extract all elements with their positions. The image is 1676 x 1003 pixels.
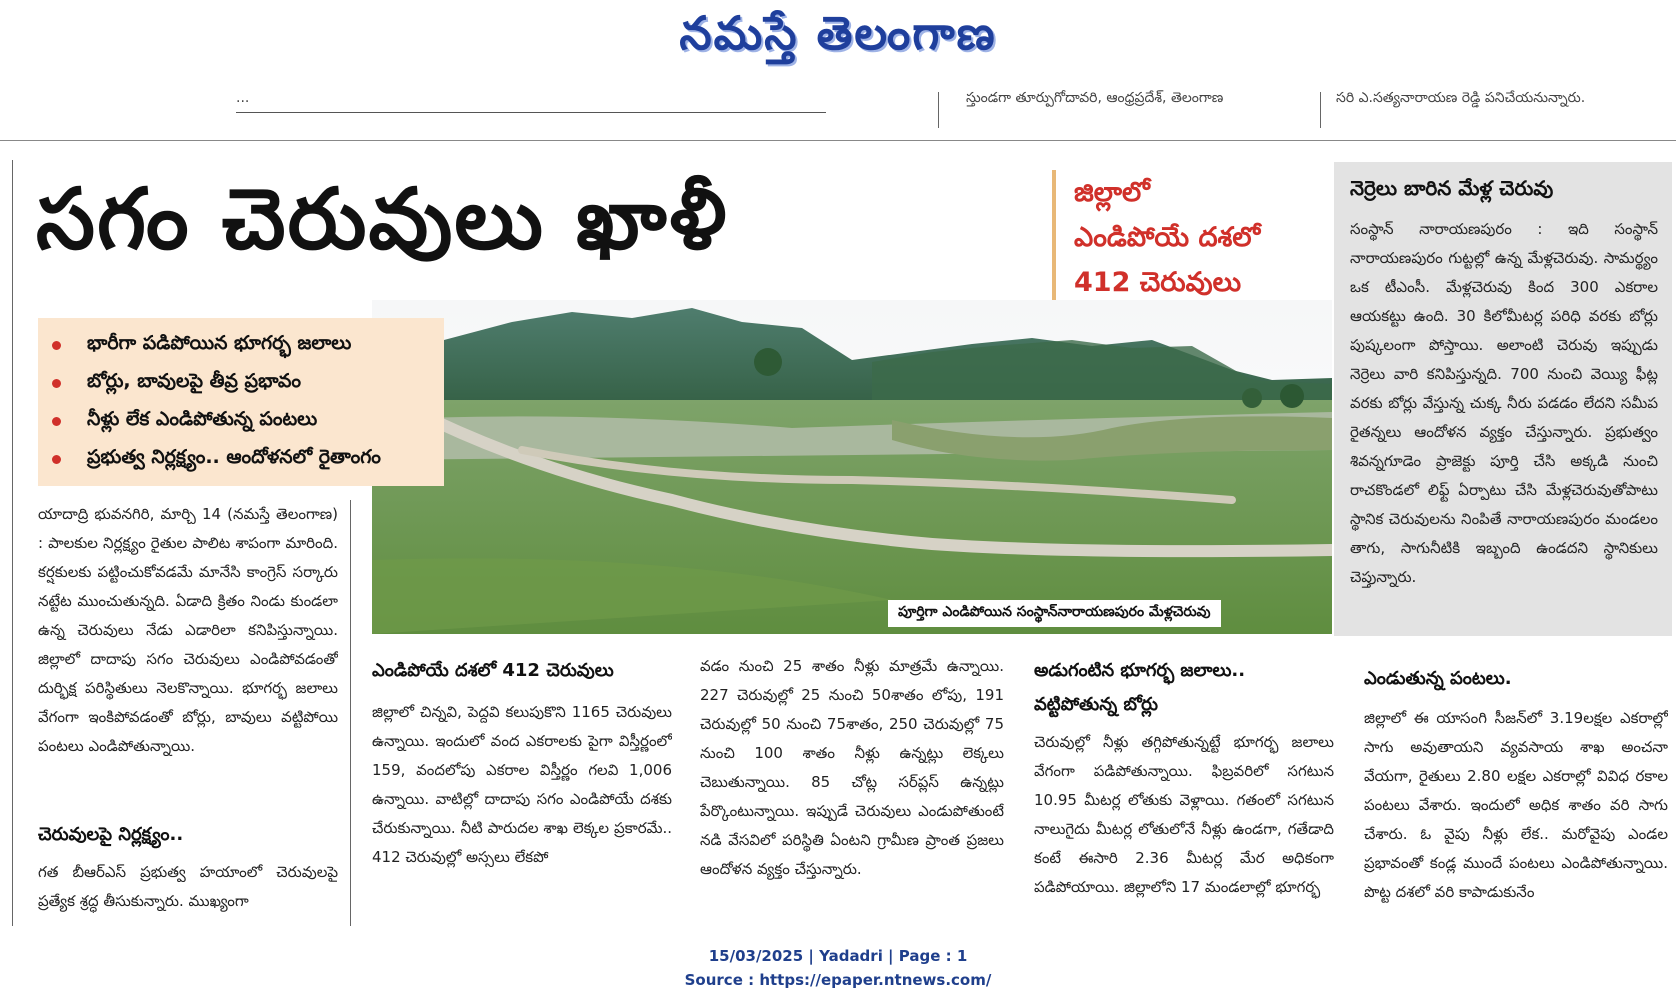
section-rule [0, 140, 1676, 141]
key-point-text: నీళ్లు లేక ఎండిపోతున్న పంటలు [87, 407, 318, 430]
boxed-story-heading: నెర్రెలు బారిన మేళ్ల చెరువు [1350, 176, 1554, 200]
highlight-line: 412 చెరువులు [1074, 267, 1242, 298]
lead-column-body: యాదాద్రి భువనగిరి, మార్చి 14 (నమస్తే తెలంగాణ) : పాలకుల నిర్లక్ష్యం రైతుల పాలిట శాపంగా మారింది. కర్షకులకు పట్టించుకోవడమే మానేసి కాంగ్రెస్ సర్కారు నట్టేట ముంచుతున్నది. ఏడాది క్రితం నిండు కుండలా ఉన్న చెరువులు నేడు ఎడారిలా కనిపిస్తున్నాయి. జిల్లాలో దాదాపు సగం చెరువులు ఎండిపోవడంతో దుర్భిక్ష పరిస్థితులు నెలకొన్నాయి. భూగర్భ జలాలు వేగంగా ఇంకిపోవడంతో బోర్లు, బావులు వట్టిపోయి పంటలు ఎండిపోతున్నాయి. [38, 505, 338, 755]
top-strip-right: సరి ఎ.సత్యనారాయణ రెడ్డి పనిచేయనున్నారు. [1336, 90, 1586, 106]
bullet-dot-icon [52, 341, 61, 350]
column5-subhead: ఎండుతున్న పంటలు. [1364, 668, 1512, 689]
column4-subhead-2: వట్టిపోతున్న బోర్లు [1034, 694, 1158, 715]
highlight-callout [1052, 170, 1364, 305]
highlight-line: ఎండిపోయే దశలో [1074, 222, 1261, 253]
column4-body: చెరువుల్లో నీళ్లు తగ్గిపోతున్నట్టే భూగర్భ జలాలు వేగంగా పడిపోతున్నాయి. ఫిబ్రవరిలో సగటున 10.95 మీటర్ల లోతుకు వెళ్లాయి. గతంలో సగటున నాలుగైదు మీటర్ల లోతులోనే నీళ్లు ఉండగా, గతేడాది కంటే ఈసారి 2.36 మీటర్ల మేర అధికంగా పడిపోయాయి. జిల్లాలోని 17 మండలాల్లో భూగర్భ [1034, 733, 1334, 896]
footer-date-edition: 15/03/2025 | Yadadri | Page : 1 [708, 947, 968, 965]
key-point [38, 402, 444, 440]
top-strip-middle: స్తుండగా తూర్పుగోదావరి, ఆంధ్రప్రదేశ్, తెలంగాణ [966, 90, 1224, 106]
headline: సగం చెరువులు ఖాళీ [36, 170, 729, 268]
key-point [38, 440, 444, 478]
lake-photo-illustration [372, 300, 1332, 634]
top-strip-rule [236, 112, 826, 113]
page-margin-rule [12, 160, 13, 926]
footer [0, 944, 1676, 992]
lead-column-subhead: చెరువులపై నిర్లక్ష్యం.. [38, 824, 184, 845]
bullet-dot-icon [52, 417, 61, 426]
bullet-dot-icon [52, 379, 61, 388]
key-point [38, 326, 444, 364]
column-divider [938, 92, 939, 128]
highlight-line: జిల్లాలో [1074, 177, 1150, 208]
column3-body: వడం నుంచి 25 శాతం నీళ్లు మాత్రమే ఉన్నాయి. 227 చెరువుల్లో 25 నుంచి 50శాతం లోపు, 191 చెరువుల్లో 50 నుంచి 75శాతం, 250 చెరువుల్లో 75 నుంచి 100 శాతం నీళ్లు ఉన్నట్లు లెక్కలు చెబుతున్నాయి. 85 చోట్ల సర్‌ప్లస్ ఉన్నట్లు పేర్కొంటున్నాయి. ఇప్పుడే చెరువులు ఎండుపోతుంటే నడి వేసవిలో పరిస్థితి ఏంటని గ్రామీణ ప్రాంత ప్రజలు ఆందోళన వ్యక్తం చేస్తున్నారు. [700, 657, 1004, 878]
footer-source: Source : https://epaper.ntnews.com/ [684, 971, 992, 989]
key-point-text: బోర్లు, బావులపై తీవ్ర ప్రభావం [87, 369, 301, 392]
column2-body: జిల్లాలో చిన్నవి, పెద్దవి కలుపుకొని 1165 చెరువులు ఉన్నాయి. ఇందులో వంద ఎకరాలకు పైగా విస్తీర్ణంలో 159, వందలోపు ఎకరాల విస్తీర్ణం గలవి 1,006 ఉన్నాయి. వాటిల్లో దాదాపు సగం ఎండిపోయే దశకు చేరుకున్నాయి. నీటి పారుదల శాఖ లెక్కల ప్రకారమే.. 412 చెరువుల్లో అస్సలు లేకపో [372, 703, 672, 866]
key-points-box [38, 318, 444, 486]
column-divider [1320, 92, 1321, 128]
column4-subhead-1: అడుగంటిన భూగర్భ జలాలు.. [1034, 660, 1246, 681]
bullet-dot-icon [52, 455, 61, 464]
lead-column-body-2: గత బీఆర్ఎస్ ప్రభుత్వ హయాంలో చెరువులపై ప్రత్యేక శ్రద్ధ తీసుకున్నారు. ముఖ్యంగా [38, 863, 338, 910]
masthead-title: నమస్తే తెలంగాణ [679, 6, 997, 60]
lake-photo [372, 300, 1332, 634]
top-strip-left: ... [236, 90, 250, 106]
boxed-story [1334, 162, 1672, 636]
key-point [38, 364, 444, 402]
key-point-text: ప్రభుత్వ నిర్లక్ష్యం.. ఆందోళనలో రైతాంగం [87, 445, 381, 468]
column2-subhead: ఎండిపోయే దశలో 412 చెరువులు [372, 660, 614, 681]
key-point-text: భారీగా పడిపోయిన భూగర్భ జలాలు [87, 331, 352, 354]
column5-body: జిల్లాలో ఈ యాసంగి సీజన్‌లో 3.19లక్షల ఎకరాల్లో సాగు అవుతాయని వ్యవసాయ శాఖ అంచనా వేయగా, రైతులు 2.80 లక్షల ఎకరాల్లో వివిధ రకాల పంటలు వేశారు. ఇందులో అధిక శాతం వరి సాగు చేశారు. ఓ వైపు నీళ్లు లేక.. మరోవైపు ఎండల ప్రభావంతో కండ్ల ముందే పంటలు ఎండిపోతున్నాయి. పొట్ట దశలో వరి కాపాడుకునేం [1364, 709, 1668, 901]
column-divider [350, 500, 351, 926]
boxed-story-body: సంస్థాన్ నారాయణపురం : ఇది సంస్థాన్ నారాయణపురం గుట్టల్లో ఉన్న మేళ్లచెరువు. సామర్థ్యం ఒక టీఎంసీ. మేళ్లచెరువు కింద 300 ఎకరాల ఆయకట్టు ఉంది. 30 కిలోమీటర్ల పరిధి వరకు బోర్లు పుష్కలంగా పోస్తాయి. అలాంటి చెరువు ఇప్పుడు నెర్రెలు వారి కనిపిస్తున్నది. 700 నుంచి వెయ్యి ఫీట్ల వరకు బోర్లు వేస్తున్న చుక్క నీరు పడడం లేదని సమీప రైతన్నలు ఆందోళన వ్యక్తం చేస్తున్నారు. ప్రభుత్వం శివన్నగూడెం ప్రాజెక్టు పూర్తి చేసి అక్కడి నుంచి రాచకొండలో లిఫ్ట్ ఏర్పాటు చేసి మేళ్లచెరువుతోపాటు స్థానిక చెరువులను నింపితే నారాయణపురం మండలం తాగు, సాగునీటికి ఇబ్బంది ఉండదని స్థానికులు చెప్తున్నారు. [1350, 220, 1658, 586]
masthead [0, 0, 1676, 78]
photo-caption: పూర్తిగా ఎండిపోయిన సంస్థాన్‌నారాయణపురం మేళ్లచెరువు [888, 600, 1221, 627]
